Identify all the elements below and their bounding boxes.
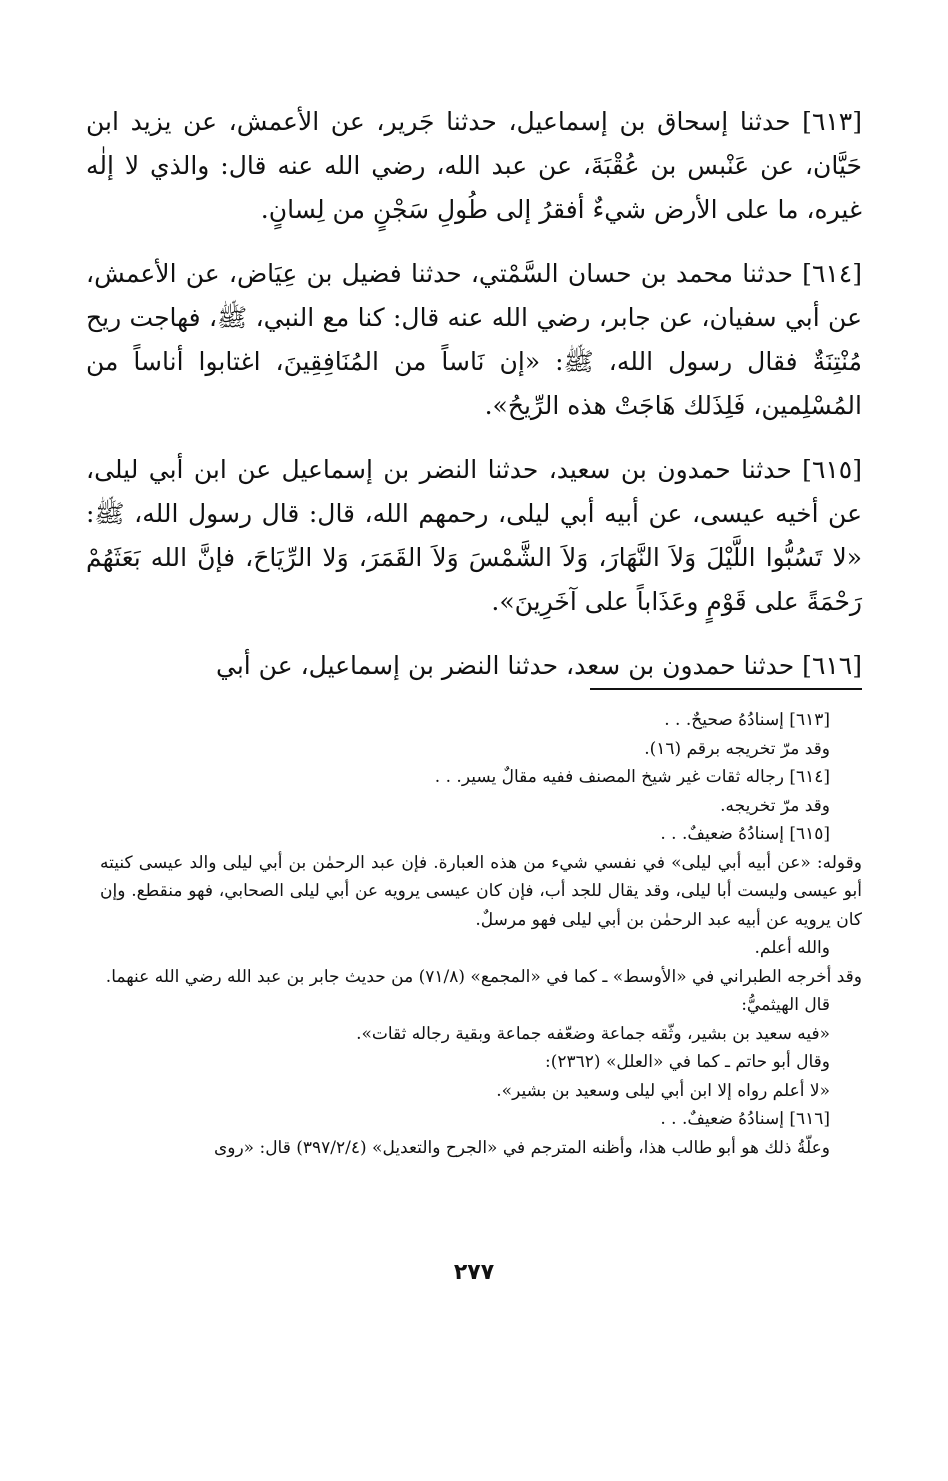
footnote-line: [٦١٥] إسنادُهُ ضعيفٌ. . . (660, 824, 830, 844)
footnote-line: [٦١٦] إسنادُهُ ضعيفٌ. . . (660, 1109, 830, 1129)
hadith-616: [٦١٦] حدثنا حمدون بن سعد، حدثنا النضر بن إسماعيل، عن أبي (215, 651, 862, 680)
footnotes (100, 706, 862, 1162)
footnote-line: قال الهيثميُّ: (741, 995, 830, 1015)
footnote-line: «فيه سعيد بن بشير، وثّقه جماعة وضعّفه جماعة وبقية رجاله ثقات». (356, 1023, 830, 1044)
hadith-615: [٦١٥] حدثنا حمدون بن سعيد، حدثنا النضر بن إسماعيل عن ابن أبي ليلى، عن أخيه عيسى، عن أبيه أبي ليلى، رحمهم الله، قال: قال رسول الله، ﷺ: «لا تَسُبُّوا اللَّيْلَ وَلاَ النَّهَارَ، وَلاَ الشَّمْسَ وَلاَ القَمَرَ، وَلا الرِّيَاحَ، فإنَّ الله بَعَثَهُمْ رَحْمَةً على قَوْمٍ وعَذَاباً على آخَرِينَ». (86, 455, 862, 616)
footnote-line: وقد مرّ تخريجه برقم (١٦). (644, 738, 830, 759)
main-text (86, 100, 862, 708)
footnote-line: وقد أخرجه الطبراني في «الأوسط» ـ كما في «المجمع» (٧١/٨) من حديث جابر بن عبد الله رضي الله عنهما. (105, 966, 862, 987)
hadith-613: [٦١٣] حدثنا إسحاق بن إسماعيل، حدثنا جَرير، عن الأعمش، عن يزيد ابن حَيَّان، عن عَنْبس بن عُقْبَةَ، عن عبد الله، رضي الله عنه قال: والذي لا إلٰه غيره، ما على الأرض شيءٌ أفقرُ إلى طُولِ سَجْنٍ من لِسانٍ. (86, 107, 862, 224)
footnote-line: [٦١٣] إسنادُهُ صحيحٌ. . . (664, 710, 830, 730)
page-number: ٢٧٧ (453, 1260, 495, 1285)
footnote-line: وقوله: «عن أبيه أبي ليلى» في نفسي شيء من هذه العبارة. فإن عبد الرحمٰن بن أبي ليلى والد عيسى كنيته أبو عيسى وليست أبا ليلى، وقد يقال للجد أب، فإن كان عيسى يرويه عن أبي ليلى الصحابي، فهو منقطع. وإن كان يرويه عن أبيه عبد الرحمٰن بن أبي ليلى فهو مرسلٌ. (100, 852, 862, 930)
footnote-line: «لا أعلم رواه إلا ابن أبي ليلى وسعيد بن بشير». (496, 1080, 830, 1101)
footnote-line: [٦١٤] رجاله ثقات غير شيخ المصنف ففيه مقالٌ يسير. . . (434, 767, 830, 787)
footnote-line: وقد مرّ تخريجه. (720, 795, 830, 816)
hadith-614: [٦١٤] حدثنا محمد بن حسان السَّمْتي، حدثنا فضيل بن عِيَاض، عن الأعمش، عن أبي سفيان، عن جابر، رضي الله عنه قال: كنا مع النبي، ﷺ، فهاجت ريح مُنْتِنَةٌ فقال رسول الله، ﷺ: «إن نَاساً من المُنَافِقِينَ، اغتابوا أناساً من المُسْلِمين، فَلِذَلك هَاجَتْ هذه الرِّيحُ». (86, 259, 862, 420)
footnote-line: وعلّةُ ذلك هو أبو طالب هذا، وأظنه المترجم في «الجرح والتعديل» (٣٩٧/٢/٤) قال: «روى (213, 1137, 830, 1158)
footnote-line: والله أعلم. (754, 938, 830, 958)
footnote-line: وقال أبو حاتم ـ كما في «العلل» (٢٣٦٢): (545, 1052, 830, 1072)
footnote-separator (590, 688, 862, 690)
